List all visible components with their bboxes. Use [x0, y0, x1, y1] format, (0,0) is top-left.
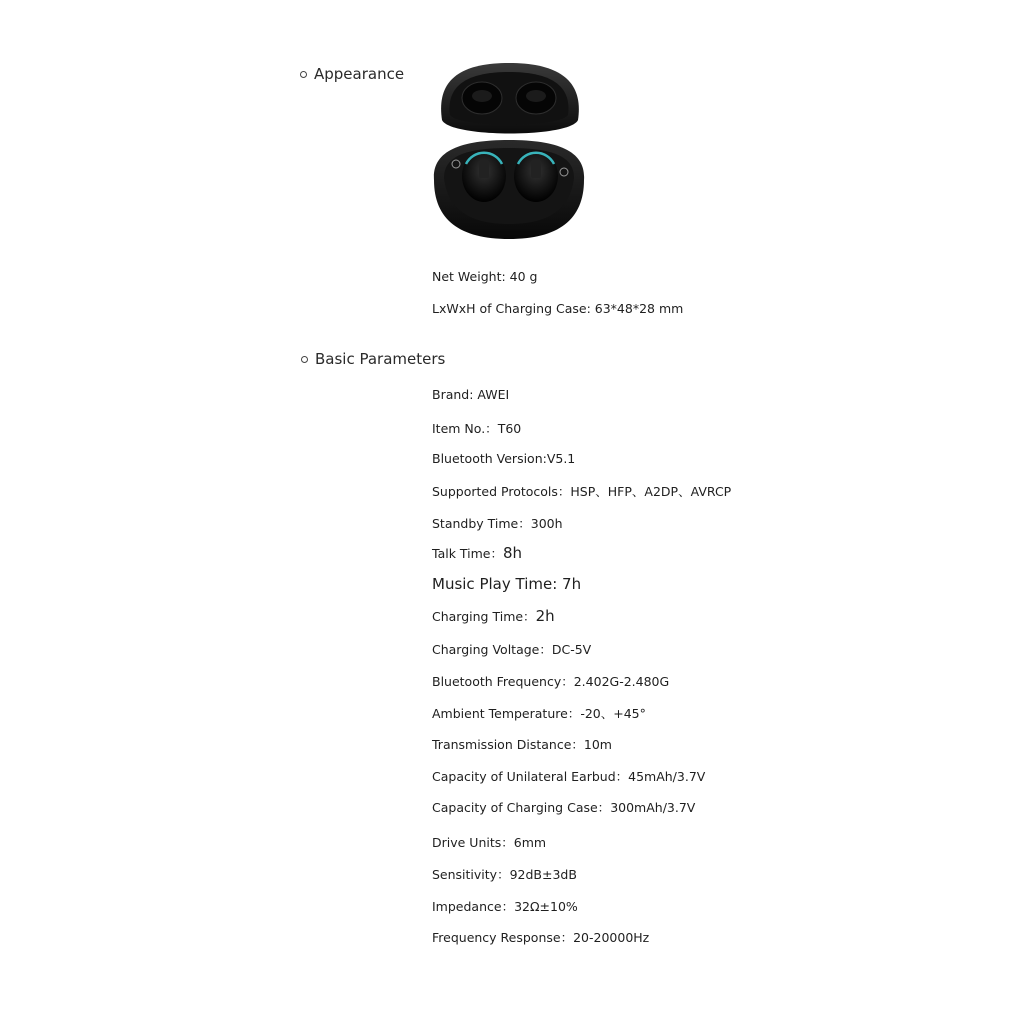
spec-label: Standby Time：: [432, 516, 531, 531]
spec-value: HSP、HFP、A2DP、AVRCP: [570, 484, 732, 499]
spec-value: -20、+45°: [580, 706, 646, 721]
spec-label: Drive Units：: [432, 835, 514, 850]
spec-label: Talk Time：: [432, 546, 504, 561]
spec-value: 2h: [535, 607, 555, 625]
spec-value: 32Ω±10%: [514, 899, 578, 914]
spec-label: Brand: AWEI: [432, 387, 510, 402]
spec-value: 20-20000Hz: [573, 930, 650, 945]
spec-standby-time: [432, 514, 563, 532]
spec-value: T60: [497, 421, 522, 436]
spec-label: Bluetooth Version:V5.1: [432, 451, 576, 466]
spec-talk-time: [432, 544, 522, 562]
appearance-heading-text: Appearance: [314, 65, 405, 83]
spec-bluetooth-version: [432, 451, 575, 466]
spec-charging-voltage: [432, 640, 591, 658]
spec-label: Charging Voltage：: [432, 642, 552, 657]
spec-label: Supported Protocols：: [432, 484, 571, 499]
spec-earbud-capacity: [432, 767, 705, 785]
basic-parameters-heading: [301, 350, 445, 368]
spec-label: Capacity of Charging Case：: [432, 800, 611, 815]
spec-transmission-distance: [432, 735, 612, 753]
spec-frequency-response: [432, 928, 649, 946]
spec-brand: [432, 387, 509, 402]
earbuds-case-image: [430, 60, 588, 242]
spec-label: Impedance：: [432, 899, 515, 914]
spec-value: 8h: [503, 544, 523, 562]
spec-label: Ambient Temperature：: [432, 706, 581, 721]
spec-label: Item No.：: [432, 421, 498, 436]
spec-supported-protocols: [432, 482, 731, 500]
spec-item-no: [432, 419, 521, 437]
circle-outline-icon: [300, 71, 307, 78]
spec-charging-time: [432, 607, 555, 625]
spec-value: 92dB±3dB: [509, 867, 577, 882]
spec-label: Transmission Distance：: [432, 737, 584, 752]
spec-sensitivity: [432, 865, 577, 883]
spec-label: Sensitivity：: [432, 867, 510, 882]
spec-label: Music Play Time: 7h: [432, 575, 582, 593]
spec-value: 300mAh/3.7V: [610, 800, 696, 815]
spec-bluetooth-frequency: [432, 672, 669, 690]
spec-net-weight: Net Weight: 40 g: [432, 269, 538, 284]
spec-label: Bluetooth Frequency：: [432, 674, 574, 689]
spec-value: 6mm: [513, 835, 547, 850]
spec-value: 10m: [583, 737, 612, 752]
spec-value: 300h: [530, 516, 563, 531]
spec-case-dimensions: LxWxH of Charging Case: 63*48*28 mm: [432, 301, 684, 316]
spec-label: Capacity of Unilateral Earbud：: [432, 769, 629, 784]
spec-impedance: [432, 897, 578, 915]
spec-case-capacity: [432, 798, 695, 816]
spec-label: Frequency Response：: [432, 930, 574, 945]
spec-music-play-time: [432, 575, 581, 593]
basic-parameters-heading-text: Basic Parameters: [315, 350, 446, 368]
spec-ambient-temperature: [432, 704, 646, 722]
spec-value: DC-5V: [551, 642, 592, 657]
spec-drive-units: [432, 833, 546, 851]
spec-value: 2.402G-2.480G: [573, 674, 670, 689]
spec-value: 45mAh/3.7V: [628, 769, 706, 784]
spec-label: Charging Time：: [432, 609, 536, 624]
appearance-heading: [300, 65, 404, 83]
circle-outline-icon: [301, 356, 308, 363]
